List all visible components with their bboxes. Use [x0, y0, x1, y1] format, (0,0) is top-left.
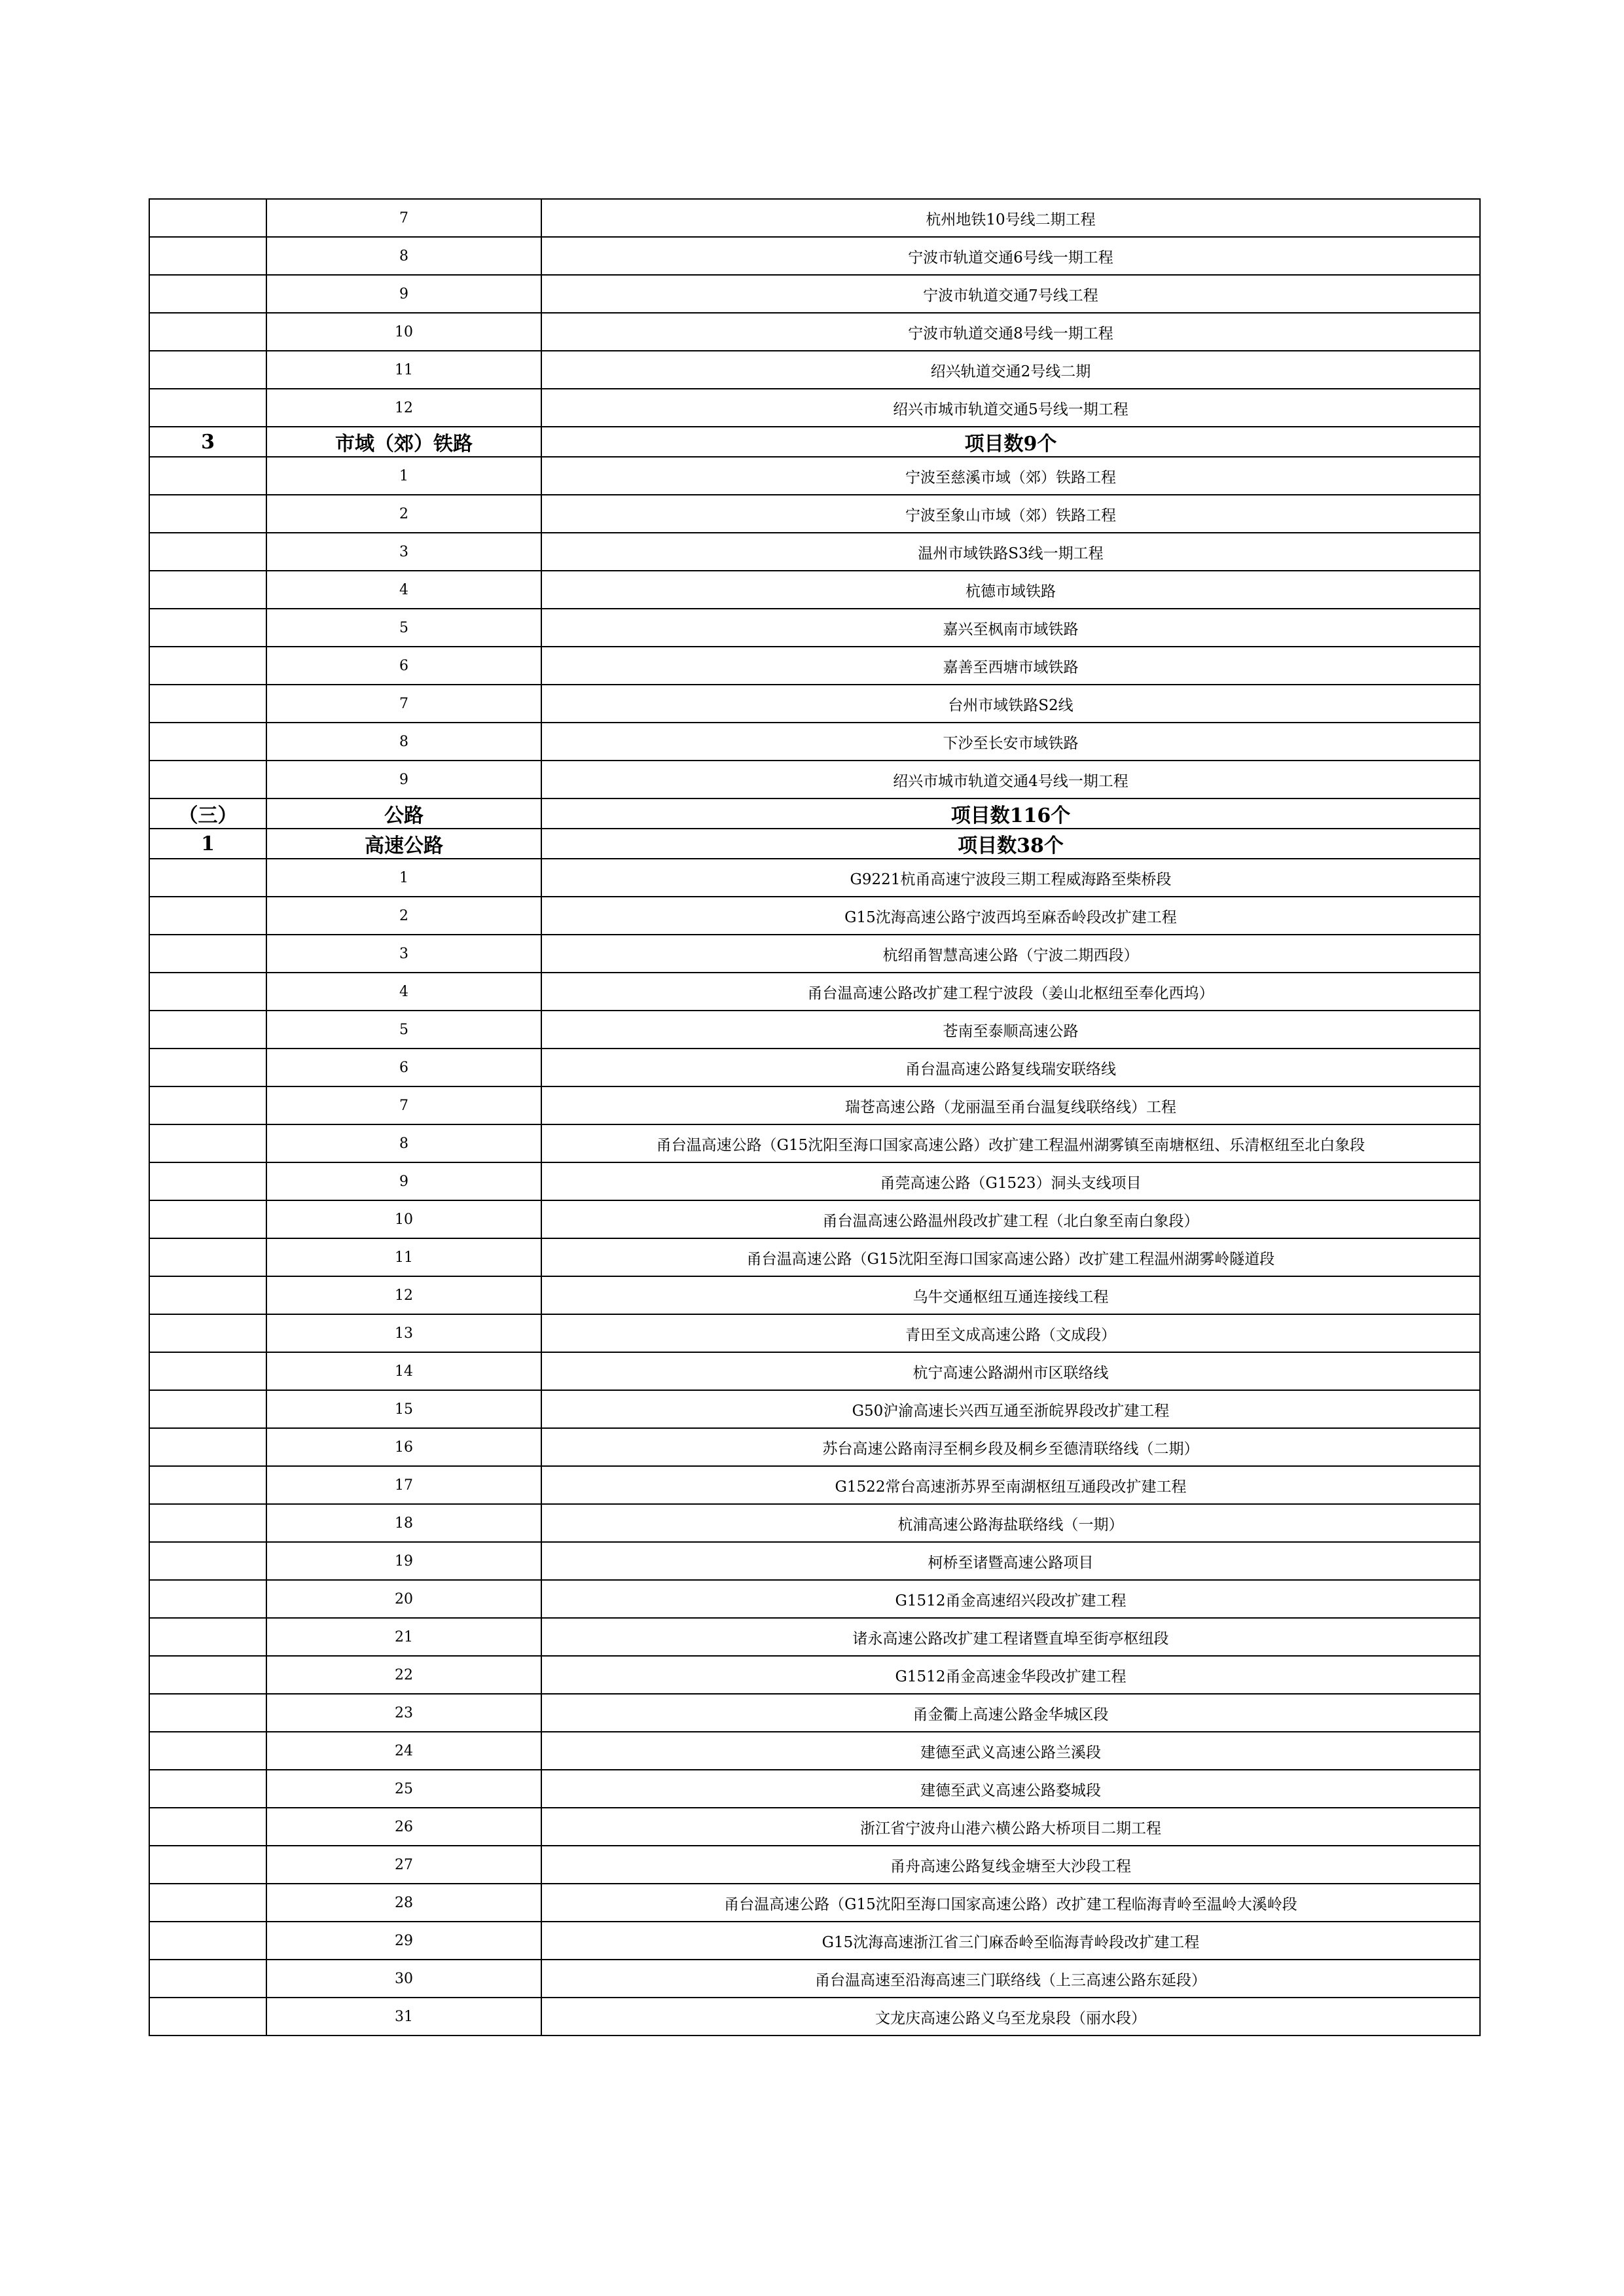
project-table — [149, 198, 1481, 2036]
item-number-cell: 8 — [266, 1124, 541, 1162]
project-row — [149, 1352, 1480, 1390]
project-row — [149, 1998, 1480, 2036]
category-index-cell — [149, 275, 266, 313]
category-index-cell — [149, 1998, 266, 2036]
item-number-cell: 9 — [266, 275, 541, 313]
category-index-cell — [149, 1011, 266, 1049]
project-row — [149, 1656, 1480, 1694]
project-row — [149, 1086, 1480, 1124]
category-index-cell — [149, 1352, 266, 1390]
project-name-cell: 甬台温高速公路温州段改扩建工程（北白象至南白象段） — [541, 1200, 1480, 1238]
item-number-cell: 11 — [266, 351, 541, 389]
project-name-cell: 宁波市轨道交通6号线一期工程 — [541, 237, 1480, 275]
item-number-cell: 31 — [266, 1998, 541, 2036]
project-name-cell: 绍兴市城市轨道交通4号线一期工程 — [541, 761, 1480, 798]
project-row — [149, 1732, 1480, 1770]
project-name-cell: 建德至武义高速公路兰溪段 — [541, 1732, 1480, 1770]
project-row — [149, 1618, 1480, 1656]
project-row — [149, 1770, 1480, 1808]
project-row — [149, 275, 1480, 313]
project-name-cell: G50沪渝高速长兴西互通至浙皖界段改扩建工程 — [541, 1390, 1480, 1428]
project-name-cell: G1512甬金高速金华段改扩建工程 — [541, 1656, 1480, 1694]
category-index-cell — [149, 351, 266, 389]
category-index-cell — [149, 1960, 266, 1998]
item-number-cell: 15 — [266, 1390, 541, 1428]
category-index-cell — [149, 1390, 266, 1428]
project-row — [149, 1124, 1480, 1162]
category-row — [149, 829, 1480, 859]
category-index-cell — [149, 389, 266, 427]
item-number-cell: 6 — [266, 1049, 541, 1086]
project-name-cell: 甬台温高速公路改扩建工程宁波段（姜山北枢纽至奉化西坞） — [541, 973, 1480, 1011]
item-number-cell: 8 — [266, 723, 541, 761]
item-number-cell: 3 — [266, 935, 541, 973]
category-index-cell — [149, 723, 266, 761]
project-row — [149, 1922, 1480, 1960]
category-name-cell: 市域（郊）铁路 — [266, 427, 541, 457]
project-row — [149, 389, 1480, 427]
project-table-body — [149, 199, 1480, 2036]
project-name-cell: 杭州地铁10号线二期工程 — [541, 199, 1480, 237]
project-name-cell: 柯桥至诸暨高速公路项目 — [541, 1542, 1480, 1580]
project-row — [149, 685, 1480, 723]
project-name-cell: 嘉兴至枫南市域铁路 — [541, 609, 1480, 647]
category-index-cell — [149, 859, 266, 897]
project-row — [149, 609, 1480, 647]
project-row — [149, 1960, 1480, 1998]
category-index-cell — [149, 199, 266, 237]
category-index-cell — [149, 457, 266, 495]
category-index-cell — [149, 1276, 266, 1314]
category-index-cell — [149, 313, 266, 351]
item-number-cell: 18 — [266, 1504, 541, 1542]
project-name-cell: G9221杭甬高速宁波段三期工程威海路至柴桥段 — [541, 859, 1480, 897]
project-row — [149, 761, 1480, 798]
item-number-cell: 3 — [266, 533, 541, 571]
project-row — [149, 1808, 1480, 1846]
project-row — [149, 1694, 1480, 1732]
category-index-cell — [149, 1808, 266, 1846]
project-name-cell: 甬台温高速公路复线瑞安联络线 — [541, 1049, 1480, 1086]
item-number-cell: 9 — [266, 761, 541, 798]
project-name-cell: G1512甬金高速绍兴段改扩建工程 — [541, 1580, 1480, 1618]
category-index-cell — [149, 609, 266, 647]
item-number-cell: 29 — [266, 1922, 541, 1960]
category-index-cell — [149, 973, 266, 1011]
item-number-cell: 4 — [266, 571, 541, 609]
project-name-cell: 甬金衢上高速公路金华城区段 — [541, 1694, 1480, 1732]
project-row — [149, 495, 1480, 533]
category-index-cell — [149, 1846, 266, 1884]
category-index-cell — [149, 1200, 266, 1238]
item-number-cell: 4 — [266, 973, 541, 1011]
project-name-cell: 杭宁高速公路湖州市区联络线 — [541, 1352, 1480, 1390]
category-row — [149, 427, 1480, 457]
category-index-cell — [149, 1049, 266, 1086]
category-index-cell: 1 — [149, 829, 266, 859]
project-name-cell: 青田至文成高速公路（文成段） — [541, 1314, 1480, 1352]
project-count-cell: 项目数38个 — [541, 829, 1480, 859]
item-number-cell: 6 — [266, 647, 541, 685]
project-name-cell: 甬台温高速至沿海高速三门联络线（上三高速公路东延段） — [541, 1960, 1480, 1998]
item-number-cell: 19 — [266, 1542, 541, 1580]
item-number-cell: 21 — [266, 1618, 541, 1656]
item-number-cell: 1 — [266, 859, 541, 897]
category-index-cell — [149, 237, 266, 275]
category-index-cell — [149, 1580, 266, 1618]
category-index-cell — [149, 1162, 266, 1200]
project-row — [149, 1238, 1480, 1276]
category-index-cell — [149, 761, 266, 798]
project-row — [149, 313, 1480, 351]
project-name-cell: 杭浦高速公路海盐联络线（一期） — [541, 1504, 1480, 1542]
project-name-cell: 绍兴市城市轨道交通5号线一期工程 — [541, 389, 1480, 427]
item-number-cell: 12 — [266, 1276, 541, 1314]
project-name-cell: G15沈海高速公路宁波西坞至麻岙岭段改扩建工程 — [541, 897, 1480, 935]
item-number-cell: 2 — [266, 495, 541, 533]
item-number-cell: 17 — [266, 1466, 541, 1504]
category-index-cell — [149, 495, 266, 533]
project-row — [149, 1049, 1480, 1086]
item-number-cell: 30 — [266, 1960, 541, 1998]
category-index-cell — [149, 1922, 266, 1960]
category-index-cell — [149, 1770, 266, 1808]
item-number-cell: 23 — [266, 1694, 541, 1732]
project-name-cell: 台州市域铁路S2线 — [541, 685, 1480, 723]
item-number-cell: 10 — [266, 1200, 541, 1238]
category-index-cell — [149, 1504, 266, 1542]
project-row — [149, 1011, 1480, 1049]
project-row — [149, 859, 1480, 897]
project-name-cell: 下沙至长安市域铁路 — [541, 723, 1480, 761]
project-row — [149, 351, 1480, 389]
project-row — [149, 457, 1480, 495]
category-index-cell: 3 — [149, 427, 266, 457]
project-row — [149, 1200, 1480, 1238]
item-number-cell: 12 — [266, 389, 541, 427]
project-row — [149, 1314, 1480, 1352]
project-row — [149, 973, 1480, 1011]
project-count-cell: 项目数9个 — [541, 427, 1480, 457]
project-name-cell: 甬台温高速公路（G15沈阳至海口国家高速公路）改扩建工程临海青岭至温岭大溪岭段 — [541, 1884, 1480, 1922]
item-number-cell: 7 — [266, 199, 541, 237]
project-name-cell: 甬台温高速公路（G15沈阳至海口国家高速公路）改扩建工程温州湖雾镇至南塘枢纽、乐清枢纽至北白象段 — [541, 1124, 1480, 1162]
category-index-cell — [149, 571, 266, 609]
item-number-cell: 2 — [266, 897, 541, 935]
category-index-cell — [149, 647, 266, 685]
category-index-cell — [149, 1466, 266, 1504]
category-index-cell — [149, 1124, 266, 1162]
item-number-cell: 24 — [266, 1732, 541, 1770]
category-index-cell — [149, 1238, 266, 1276]
category-index-cell — [149, 1314, 266, 1352]
project-name-cell: 嘉善至西塘市域铁路 — [541, 647, 1480, 685]
item-number-cell: 28 — [266, 1884, 541, 1922]
item-number-cell: 9 — [266, 1162, 541, 1200]
project-name-cell: G1522常台高速浙苏界至南湖枢纽互通段改扩建工程 — [541, 1466, 1480, 1504]
project-name-cell: 瑞苍高速公路（龙丽温至甬台温复线联络线）工程 — [541, 1086, 1480, 1124]
category-index-cell — [149, 935, 266, 973]
project-row — [149, 1466, 1480, 1504]
item-number-cell: 7 — [266, 685, 541, 723]
category-name-cell: 高速公路 — [266, 829, 541, 859]
project-name-cell: 浙江省宁波舟山港六横公路大桥项目二期工程 — [541, 1808, 1480, 1846]
project-name-cell: 苏台高速公路南浔至桐乡段及桐乡至德清联络线（二期） — [541, 1428, 1480, 1466]
item-number-cell: 20 — [266, 1580, 541, 1618]
project-name-cell: 建德至武义高速公路婺城段 — [541, 1770, 1480, 1808]
project-name-cell: 诸永高速公路改扩建工程诸暨直埠至街亭枢纽段 — [541, 1618, 1480, 1656]
category-index-cell — [149, 533, 266, 571]
category-index-cell — [149, 1732, 266, 1770]
item-number-cell: 7 — [266, 1086, 541, 1124]
project-name-cell: 甬舟高速公路复线金塘至大沙段工程 — [541, 1846, 1480, 1884]
project-name-cell: 宁波市轨道交通7号线工程 — [541, 275, 1480, 313]
project-name-cell: 杭绍甬智慧高速公路（宁波二期西段） — [541, 935, 1480, 973]
project-row — [149, 1884, 1480, 1922]
project-name-cell: 苍南至泰顺高速公路 — [541, 1011, 1480, 1049]
category-index-cell — [149, 1086, 266, 1124]
project-row — [149, 533, 1480, 571]
category-index-cell — [149, 897, 266, 935]
category-index-cell — [149, 1618, 266, 1656]
project-count-cell: 项目数116个 — [541, 798, 1480, 829]
category-index-cell — [149, 1656, 266, 1694]
item-number-cell: 16 — [266, 1428, 541, 1466]
item-number-cell: 13 — [266, 1314, 541, 1352]
item-number-cell: 10 — [266, 313, 541, 351]
item-number-cell: 22 — [266, 1656, 541, 1694]
project-row — [149, 723, 1480, 761]
item-number-cell: 14 — [266, 1352, 541, 1390]
item-number-cell: 5 — [266, 1011, 541, 1049]
project-name-cell: 乌牛交通枢纽互通连接线工程 — [541, 1276, 1480, 1314]
category-index-cell — [149, 1428, 266, 1466]
category-index-cell — [149, 685, 266, 723]
project-row — [149, 1390, 1480, 1428]
item-number-cell: 27 — [266, 1846, 541, 1884]
project-name-cell: 文龙庆高速公路义乌至龙泉段（丽水段） — [541, 1998, 1480, 2036]
category-index-cell — [149, 1542, 266, 1580]
project-row — [149, 897, 1480, 935]
project-row — [149, 1504, 1480, 1542]
project-name-cell: 温州市域铁路S3线一期工程 — [541, 533, 1480, 571]
project-row — [149, 647, 1480, 685]
item-number-cell: 26 — [266, 1808, 541, 1846]
category-index-cell — [149, 1694, 266, 1732]
project-row — [149, 1580, 1480, 1618]
project-name-cell: 宁波市轨道交通8号线一期工程 — [541, 313, 1480, 351]
item-number-cell: 25 — [266, 1770, 541, 1808]
project-name-cell: 绍兴轨道交通2号线二期 — [541, 351, 1480, 389]
project-name-cell: 甬莞高速公路（G1523）洞头支线项目 — [541, 1162, 1480, 1200]
project-name-cell: G15沈海高速浙江省三门麻岙岭至临海青岭段改扩建工程 — [541, 1922, 1480, 1960]
project-name-cell: 杭德市域铁路 — [541, 571, 1480, 609]
item-number-cell: 1 — [266, 457, 541, 495]
project-row — [149, 199, 1480, 237]
project-row — [149, 571, 1480, 609]
project-row — [149, 237, 1480, 275]
project-name-cell: 宁波至慈溪市域（郊）铁路工程 — [541, 457, 1480, 495]
category-index-cell — [149, 1884, 266, 1922]
category-row — [149, 798, 1480, 829]
category-index-cell: （三） — [149, 798, 266, 829]
item-number-cell: 5 — [266, 609, 541, 647]
category-name-cell: 公路 — [266, 798, 541, 829]
project-name-cell: 宁波至象山市域（郊）铁路工程 — [541, 495, 1480, 533]
project-row — [149, 1276, 1480, 1314]
project-row — [149, 1846, 1480, 1884]
project-row — [149, 1428, 1480, 1466]
project-row — [149, 1542, 1480, 1580]
project-name-cell: 甬台温高速公路（G15沈阳至海口国家高速公路）改扩建工程温州湖雾岭隧道段 — [541, 1238, 1480, 1276]
project-row — [149, 1162, 1480, 1200]
project-row — [149, 935, 1480, 973]
item-number-cell: 8 — [266, 237, 541, 275]
item-number-cell: 11 — [266, 1238, 541, 1276]
